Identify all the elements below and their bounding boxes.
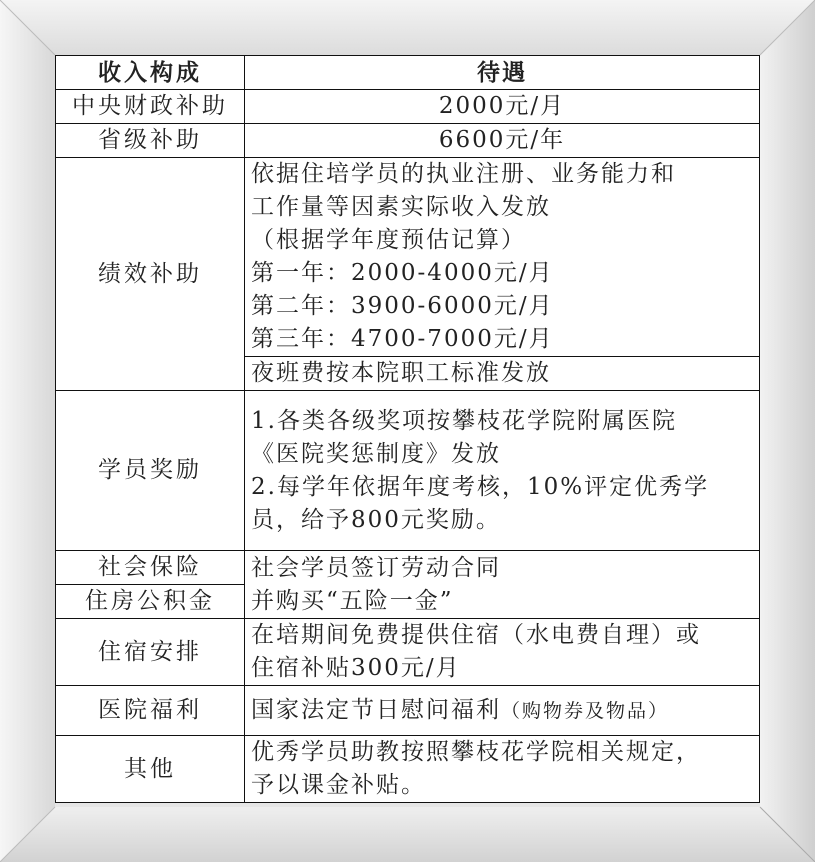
row-label: 省级补助 <box>56 124 245 158</box>
table-row-central <box>56 90 760 124</box>
table-row-reward <box>56 391 760 551</box>
table-row-housing <box>56 619 760 686</box>
text-line: 并购买“五险一金” <box>251 587 454 614</box>
row-label: 绩效补助 <box>56 158 245 391</box>
compensation-table <box>55 55 760 803</box>
row-value: 2000元/月 <box>245 90 760 124</box>
table-row-welfare <box>56 686 760 736</box>
header-treatment: 待遇 <box>245 56 760 90</box>
row-label: 学员奖励 <box>56 391 245 551</box>
text-line: 《医院奖惩制度》发放 <box>251 440 501 467</box>
row-label: 住房公积金 <box>56 585 245 619</box>
row-value <box>245 158 760 357</box>
row-value: 6600元/年 <box>245 124 760 158</box>
row-label: 社会保险 <box>56 551 245 585</box>
table-row-performance <box>56 158 760 357</box>
text-line: 优秀学员助教按照攀枝花学院相关规定， <box>251 739 701 765</box>
table-row-provincial <box>56 124 760 158</box>
text-line: 依据住培学员的执业注册、业务能力和 <box>251 161 676 187</box>
row-value <box>245 736 760 803</box>
text-line: （根据学年度预估记算） <box>251 227 526 253</box>
row-value <box>245 686 760 736</box>
row-label: 中央财政补助 <box>56 90 245 124</box>
table-row-social-insurance <box>56 551 760 585</box>
welfare-note: （购物券及物品） <box>501 699 670 722</box>
row-label: 住宿安排 <box>56 619 245 686</box>
text-line: 第三年：4700-7000元/月 <box>251 326 554 352</box>
text-line: 住宿补贴300元/月 <box>251 655 461 681</box>
row-label: 医院福利 <box>56 686 245 736</box>
row-value <box>245 551 760 619</box>
text-line: 在培期间免费提供住宿（水电费自理）或 <box>251 622 701 648</box>
text-line: 员，给予800元奖励。 <box>251 506 501 533</box>
table-row-other <box>56 736 760 803</box>
row-value <box>245 619 760 686</box>
text-line: 1.各类各级奖项按攀枝花学院附属医院 <box>251 407 677 434</box>
text-line: 社会学员签订劳动合同 <box>251 554 501 581</box>
text-line: 工作量等因素实际收入发放 <box>251 194 551 220</box>
row-value <box>245 391 760 551</box>
row-value: 夜班费按本院职工标准发放 <box>245 357 760 391</box>
welfare-main: 国家法定节日慰问福利 <box>251 696 501 723</box>
text-line: 2.每学年依据年度考核，10%评定优秀学 <box>251 473 710 500</box>
text-line: 第一年：2000-4000元/月 <box>251 260 554 286</box>
text-line: 第二年：3900-6000元/月 <box>251 293 554 319</box>
text-line: 予以课金补贴。 <box>251 772 426 798</box>
row-label: 其他 <box>56 736 245 803</box>
table-header-row <box>56 56 760 90</box>
header-income-composition: 收入构成 <box>56 56 245 90</box>
